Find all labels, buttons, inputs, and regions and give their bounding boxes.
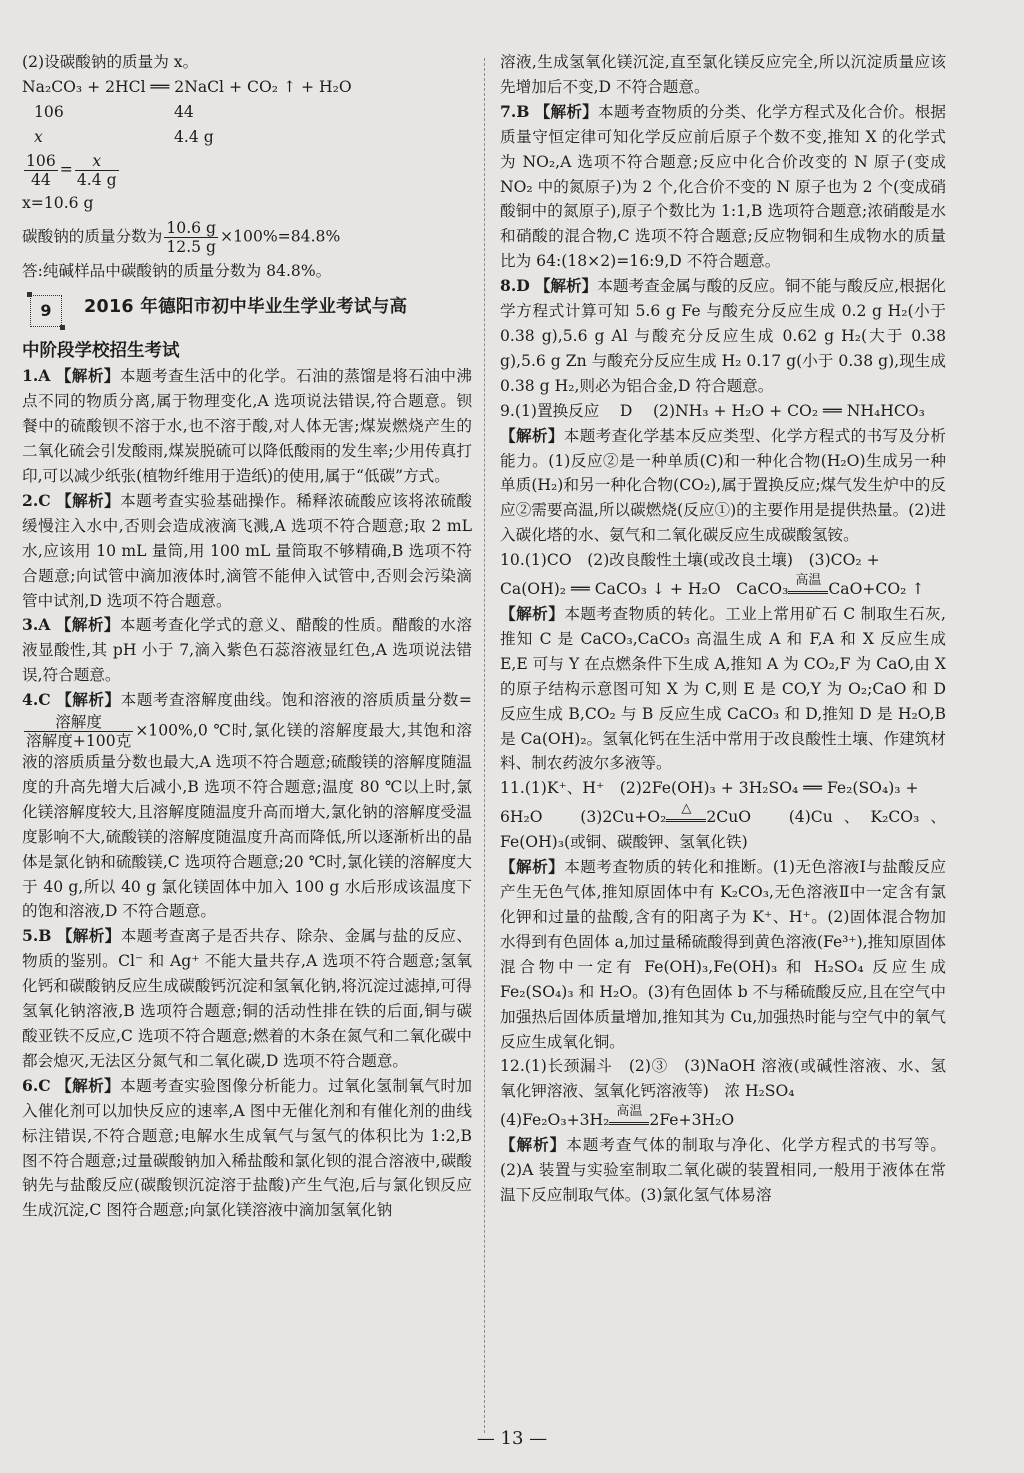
answer-q12: 12.(1)长颈漏斗 (2)③ (3)NaOH 溶液(或碱性溶液、水、氢氧化钾溶液、氢氧化钙溶液等) 浓 H₂SO₄ — [500, 1057, 946, 1101]
answer-q3: 3.A 【解析】本题考查化学式的意义、醋酸的性质。醋酸的水溶液显酸性,其 pH 小于 7,滴入紫色石蕊溶液显红色,A 选项说法错误,符合题意。 — [22, 615, 472, 685]
right-column — [500, 50, 946, 1208]
ratio-equation: $\frac{106}{44}$ = $\frac{x}{4.4 g}$ — [26, 151, 117, 189]
mass-fraction: $\frac{10.6 g}{12.5 g}$ — [166, 218, 217, 256]
section-title-cont: 中阶段学校招生考试 — [22, 341, 180, 362]
answer-q1: 1.A 【解析】本题考查生活中的化学。石油的蒸馏是将石油中沸点不同的物质分离,属于物理变化,A 选项说法错误,符合题意。钡餐中的硫酸钡不溶于水,也不溶于酸,对人体无害;煤炭燃烧产生的二氧化硫会引发酸雨,煤炭脱硫可以降低酸雨的发生率;少用传真打印,可以减少纸张(植物纤维用于造纸)的使用,属于“低碳”方式。 — [22, 366, 472, 485]
answer-q9: 9.(1)置换反应 D (2)NH₃ + H₂O + CO₂ ══ NH₄HCO₃ — [500, 401, 925, 420]
column-divider — [484, 58, 485, 1433]
answer-q11: 11.(1)K⁺、H⁺ (2)2Fe(OH)₃ + 3H₂SO₄ ══ Fe₂(SO₄)₃ + — [500, 779, 919, 798]
answer-q6-cont: 溶液,生成氢氧化镁沉淀,直至氯化镁反应完全,所以沉淀质量应该先增加后不变,D 不符合题意。 — [500, 53, 946, 96]
ratio-frac-2: $\frac{x}{4.4 g}$ — [76, 151, 117, 189]
answer-q5: 5.B 【解析】本题考查离子是否共存、除杂、金属与盐的反应、物质的鉴别。Cl⁻ 和 Ag⁺ 不能大量共存,A 选项不符合题意;氢氧化钙和碳酸钠反应生成碳酸钙沉淀和氢氧化钠,将沉淀过滤掉,可得氢氧化钠溶液,B 选项符合题意;铜的活动性排在铁的后面,铜与碳酸亚铁不反应,C 选项不符合题意;燃着的木条在氮气和二氧化碳中都会熄灭,无法区分氮气和二氧化碳,D 选项不符合题意。 — [22, 926, 472, 1070]
section-number-badge: 9 — [30, 295, 62, 327]
answer-q2: 2.C 【解析】本题考查实验基础操作。稀释浓硫酸应该将浓硫酸缓慢注入水中,否则会造成液滴飞溅,A 选项不符合题意;取 2 mL 水,应该用 10 mL 量筒,用 100 mL 量筒取不够精确,B 选项不符合题意;向试管中滴加液体时,滴管不能伸入试管中,否则会污染滴管中试剂,D 选项不符合题意。 — [22, 490, 472, 610]
answer-q12-eq: (4)Fe₂O₃+3H₂ 高温 2Fe+3H₂O — [500, 1104, 946, 1133]
section-title: 2016 年德阳市初中毕业生学业考试与高 — [84, 297, 408, 318]
high-temp-condition-2: 高温 — [609, 1104, 649, 1133]
analysis-q10: 【解析】本题考查物质的转化。工业上常用矿石 C 制取生石灰,推知 C 是 CaCO₃,CaCO₃ 高温生成 A 和 F,A 和 X 反应生成 E,E 可与 Y 在点燃条件下生成 A,推知 A 为 CO₂,F 为 CaO,由 X 的原子结构示意图可知 X 为 C,则 E 是 CO,Y 为 O₂;CaO 和 D 反应生成 B,CO₂ 与 B 反应生成 CaCO₃ 和 D,推知 D 是 H₂O,B 是 Ca(OH)₂。氢氧化钙在生活中常用于改良酸性土壤、作建筑材料、制农药波尔多液等。 — [500, 604, 946, 773]
answer-q4: 4.C 【解析】本题考查溶解度曲线。饱和溶液的溶质质量分数= $\frac{\text{溶解度}}{\text{溶解度+100克}}$ ×100%,0 ℃时,氯化镁的溶解度最大,其饱和溶液的溶质质量分数也最大,A 选项不符合题意;硫酸镁的溶解度随温度的升高先增大后减小,B 选项不符合题意;温度 80 ℃以上时,氯化镁溶解度较大,且溶解度随温度升高而增大,氯化钠的溶解度受温度影响不大,硫酸镁的溶解度随温度升高而降低,所以逐渐析出的晶体是氯化钠和硫酸镁,C 选项符合题意;20 ℃时,氯化镁的溶解度大于 40 g,所以 40 g 氯化镁固体中加入 100 g 水后形成该温度下的饱和溶液,D 不符合题意。 — [22, 690, 472, 921]
analysis-q12: 【解析】本题考查气体的制取与净化、化学方程式的书写等。(2)A 装置与实验室制取二氧化碳的装置相同,一般用于液体在常温下反应制取气体。(3)氯化氢气体易溶 — [500, 1135, 946, 1205]
heat-condition: △ — [666, 801, 706, 830]
answer-q8: 8.D 【解析】本题考查金属与酸的反应。铜不能与酸反应,根据化学方程式计算可知 5.6 g Fe 与酸充分反应生成 0.2 g H₂(小于 0.38 g),5.6 g Al 与酸充分反应生成 0.62 g H₂(大于 0.38 g),5.6 g Zn 与酸充分反应生成 H₂ 0.17 g(小于 0.38 g),现生成 0.38 g H₂,则必为铝合金,D 符合题意。 — [500, 276, 946, 395]
section-header — [22, 289, 472, 333]
answer-q7: 7.B 【解析】本题考查物质的分类、化学方程式及化合价。根据质量守恒定律可知化学反应前后原子个数不变,推知 X 的化学式为 NO₂,A 选项不符合题意;反应中化合价改变的 N 原子(变成 NO₂ 中的氮原子)为 2 个,化合价不变的 N 原子也为 2 个(变成硝酸铜中的氮原子),原子个数比为 1:1,B 选项符合题意;浓硝酸是水和硝酸的混合物,C 选项不符合题意;反应物铜和生成物水的质量比为 64:(18×2)=16:9,D 不符合题意。 — [500, 101, 946, 271]
final-answer: 答:纯碱样品中碳酸钠的质量分数为 84.8%。 — [22, 261, 332, 280]
mass-co2: 44 — [174, 102, 194, 121]
unknown-x: x — [34, 127, 43, 146]
answer-q10-eq: Ca(OH)₂ ══ CaCO₃ ↓ + H₂O CaCO₃ 高温 CaO+CO₂ ↑ — [500, 573, 946, 602]
result-x: x=10.6 g — [22, 193, 94, 212]
analysis-q11: 【解析】本题考查物质的转化和推断。(1)无色溶液Ⅰ与盐酸反应产生无色气体,推知原固体中有 K₂CO₃,无色溶液Ⅱ中一定含有氯化钾和过量的盐酸,含有的阳离子为 K⁺、H⁺。(2)固体混合物加水得到有色固体 a,加过量稀硫酸得到黄色溶液(Fe³⁺),推知原固体混合物中一定有 Fe(OH)₃,Fe(OH)₃ 和 H₂SO₄ 反应生成 Fe₂(SO₄)₃ 和 H₂O。(3)有色固体 b 不与稀硫酸反应,且在空气中加强热后固体质量增加,推知其为 Cu,加强热时能与空气中的氧气反应生成氧化铜。 — [500, 857, 946, 1051]
solubility-formula: $\frac{\text{溶解度}}{\text{溶解度+100克}}$ — [26, 713, 132, 751]
high-temp-condition: 高温 — [788, 573, 828, 602]
co2-mass: 4.4 g — [174, 127, 214, 146]
analysis-q9: 【解析】本题考查化学基本反应类型、化学方程式的书写及分析能力。(1)反应②是一种单质(C)和一种化合物(H₂O)生成另一种单质(H₂)和另一种化合物(CO₂),属于置换反应;煤气发生炉中的反应②需要高温,所以碳燃烧(反应①)的主要作用是提供热量。(2)进入碳化塔的水、氨气和二氧化碳反应生成碳酸氢铵。 — [500, 425, 946, 545]
mass-na2co3: 106 — [34, 102, 64, 121]
mass-fraction-line: 碳酸钠的质量分数为 $\frac{10.6 g}{12.5 g}$ ×100%=84.8% — [22, 218, 341, 256]
ratio-frac-1: $\frac{106}{44}$ — [26, 151, 56, 189]
answer-q10: 10.(1)CO (2)改良酸性土壤(或改良土壤) (3)CO₂ + — [500, 551, 880, 570]
calc-intro: (2)设碳酸钠的质量为 x。 — [22, 53, 199, 71]
answer-q11-eq: 6H₂O (3)2Cu+O₂ △ 2CuO (4)Cu、K₂CO₃、Fe(OH)₃(或铜、碳酸钾、氢氧化铁) — [500, 801, 946, 852]
left-column — [22, 50, 472, 1223]
page-number: — 13 — — [476, 1428, 548, 1449]
mass-table — [22, 100, 472, 150]
chemical-equation: Na₂CO₃ + 2HCl ══ 2NaCl + CO₂ ↑ + H₂O — [22, 77, 352, 96]
answer-q6: 6.C 【解析】本题考查实验图像分析能力。过氧化氢制氧气时加入催化剂可以加快反应的速率,A 图中无催化剂和有催化剂的曲线标注错误,不符合题意;电解水生成氧气与氢气的体积比为 1:2,B 图不符合题意;过量碳酸钠加入稀盐酸和氯化钡的混合溶液中,碳酸钠先与盐酸反应(碳酸钡沉淀溶于盐酸)产生气泡,后与氯化钡反应生成沉淀,C 图符合题意;向氯化镁溶液中滴加氢氧化钠 — [22, 1075, 472, 1220]
